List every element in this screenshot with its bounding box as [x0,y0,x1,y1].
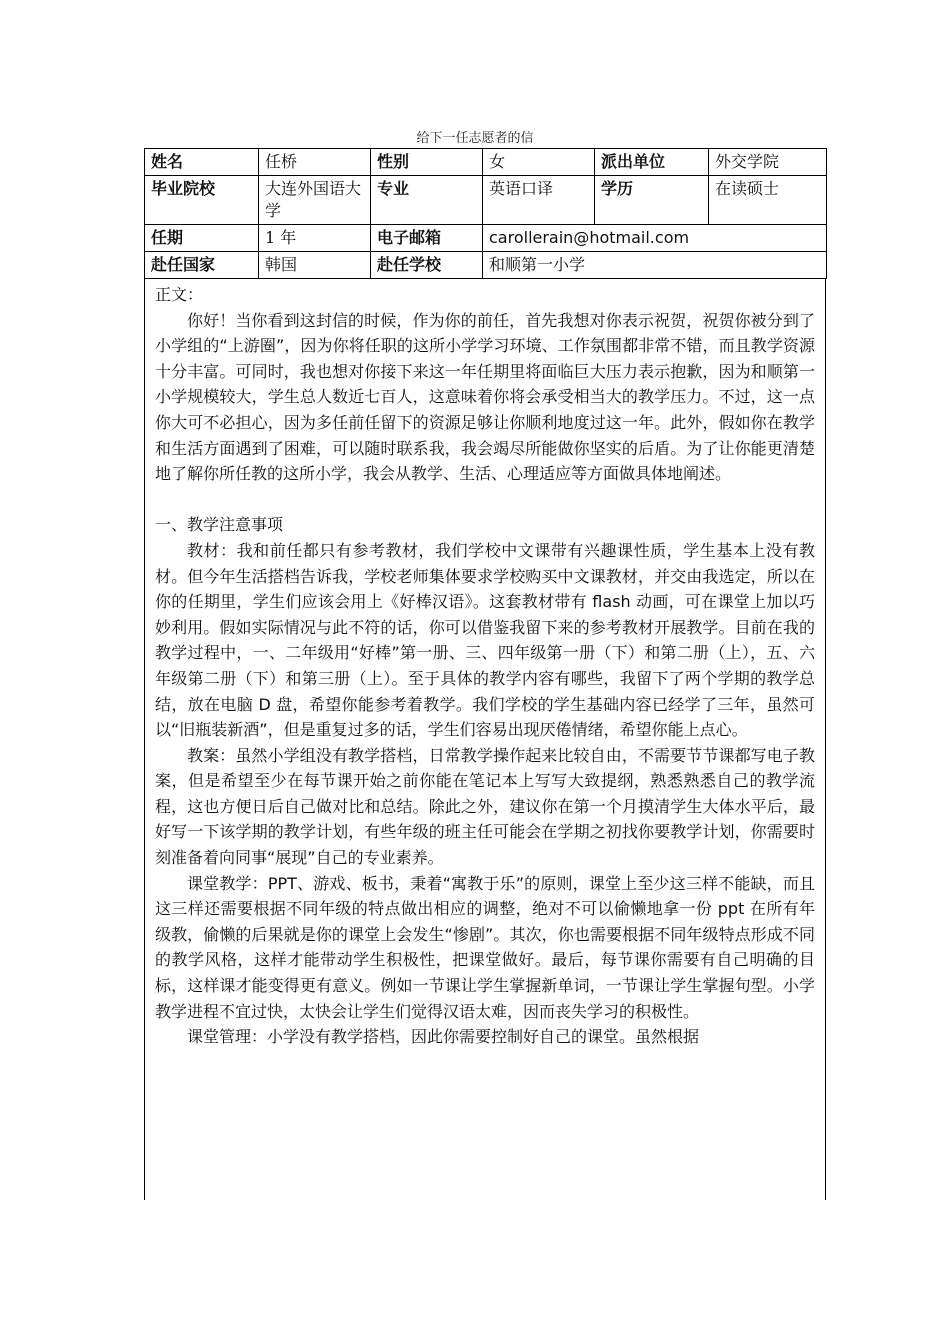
term-label: 任期 [145,225,259,252]
paragraph-textbooks: 教材：我和前任都只有参考教材，我们学校中文课带有兴趣课性质，学生基本上没有教材。但今年生活搭档告诉我，学校老师集体要求学校购买中文课教材，并交由我选定，所以在你的任期里，学生们应该会用上《好棒汉语》。这套教材带有 flash 动画，可在课堂上加以巧妙利用。假如实际情况与此不符的话，你可以借鉴我留下来的参考教材开展教学。目前在我的教学过程中，一、二年级用“好棒”第一册、三、四年级第一册（下）和第二册（上），五、六年级第二册（下）和第三册（上）。至于具体的教学内容有哪些，我留下了两个学期的教学总结，放在电脑 D 盘，希望你能参考着教学。我们学校的学生基础内容已经学了三年，虽然可以“旧瓶装新酒”，但是重复过多的话，学生们容易出现厌倦情绪，希望你能上点心。 [155,540,815,740]
term-value: 1 年 [259,225,371,252]
document-title: 给下一任志愿者的信 [416,131,534,146]
paragraph-lesson-plans: 教案：虽然小学组没有教学搭档，日常教学操作起来比较自由，不需要节节课都写电子教案，但是希望至少在每节课开始之前你能在笔记本上写写大致提纲，熟悉熟悉自己的教学流程，这也方便日后自己做对比和总结。除此之外，建议你在第一个月摸清学生大体水平后，最好写一下该学期的教学计划，有些年级的班主任可能会在学期之初找你要教学计划，你需要时刻准备着向同事“展现”自己的专业素养。 [155,745,815,868]
table-row [145,225,827,252]
letter-body [144,278,826,1200]
paragraph-spacer [155,487,815,513]
major-label: 专业 [371,176,483,225]
section-heading-teaching: 一、教学注意事项 [155,515,284,535]
gender-label: 性别 [371,149,483,176]
post-school-value: 和顺第一小学 [483,252,827,279]
major-value: 英语口译 [483,176,595,225]
email-value: carollerain@hotmail.com [483,225,827,252]
post-school-label: 赴任学校 [371,252,483,279]
paragraph-greeting: 你好！当你看到这封信的时候，作为你的前任，首先我想对你表示祝贺，祝贺你被分到了小学组的“上游圈”，因为你将任职的这所小学学习环境、工作氛围都非常不错，而且教学资源十分丰富。可同时，我也想对你接下来这一年任期里将面临巨大压力表示抱歉，因为和顺第一小学规模较大，学生总人数近七百人，这意味着你将会承受相当大的教学压力。不过，这一点你大可不必担心，因为多任前任留下的资源足够让你顺利地度过这一年。此外，假如你在教学和生活方面遇到了困难，可以随时联系我，我会竭尽所能做你坚实的后盾。为了让你能更清楚地了解你所任教的这所小学，我会从教学、生活、心理适应等方面做具体地阐述。 [155,310,815,484]
country-label: 赴任国家 [145,252,259,279]
gender-value: 女 [483,149,595,176]
name-value: 任桥 [259,149,371,176]
unit-value: 外交学院 [709,149,827,176]
country-value: 韩国 [259,252,371,279]
unit-label: 派出单位 [595,149,709,176]
body-heading: 正文： [155,285,204,304]
volunteer-info-table [144,148,827,279]
paragraph-classroom-management: 课堂管理：小学没有教学搭档，因此你需要控制好自己的课堂。虽然根据 [187,1027,700,1047]
name-label: 姓名 [145,149,259,176]
table-row [145,149,827,176]
school-label: 毕业院校 [145,176,259,225]
degree-value: 在读硕士 [709,176,827,225]
table-row [145,176,827,225]
paragraph-classroom-teaching: 课堂教学：PPT、游戏、板书，秉着“寓教于乐”的原则，课堂上至少这三样不能缺，而且这三样还需要根据不同年级的特点做出相应的调整，绝对不可以偷懒地拿一份 ppt 在所有年级教，偷懒的后果就是你的课堂上会发生“惨剧”。其次，你也需要根据不同年级特点形成不同的教学风格，这样才能带动学生积极性，把课堂做好。最后，每节课你需要有自己明确的目标，这样课才能变得更有意义。例如一节课让学生掌握新单词，一节课让学生掌握句型。小学教学进程不宜过快，太快会让学生们觉得汉语太难，因而丧失学习的积极性。 [155,873,815,1021]
table-row [145,252,827,279]
degree-label: 学历 [595,176,709,225]
school-value: 大连外国语大学 [259,176,371,225]
email-label: 电子邮箱 [371,225,483,252]
